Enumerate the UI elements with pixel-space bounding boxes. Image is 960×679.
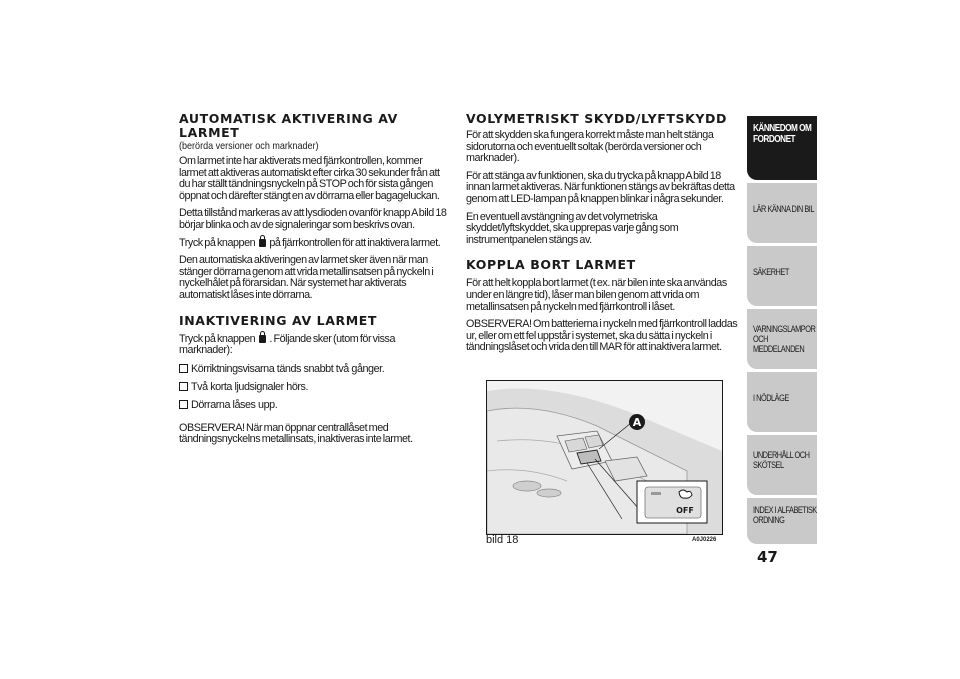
ceiling-console-illustration	[487, 381, 722, 534]
figure-caption: bild 18	[486, 534, 519, 546]
left-column	[179, 112, 449, 452]
heading-deactivation: INAKTIVERING AV LARMET	[179, 312, 378, 328]
checkbox-bullet-icon	[179, 400, 188, 409]
paragraph: Om larmet inte har aktiverats med fjärrkontrollen, kommer larmet att aktiveras automatiskt efter cirka 30 sekunder från att du har ställt tändningsnyckeln på STOP och för sista gången öppnat och därefter stängt en av dörrarna eller bagageluckan.	[179, 155, 440, 202]
heading-volumetric: VOLYMETRISKT SKYDD/LYFTSKYDD	[466, 111, 727, 126]
paragraph: För att skydden ska fungera korrekt måste man helt stänga sidorutorna och eventuellt soltak (berörda versioner och marknader).	[466, 129, 714, 165]
sidebar-tab-index[interactable]: INDEX I ALFABETISK ORDNING	[747, 498, 817, 544]
sidebar-tab-lar-kanna[interactable]: LÄR KÄNNA DIN BIL	[747, 183, 817, 243]
list-item: Två korta ljudsignaler hörs.	[179, 381, 449, 393]
middle-column	[466, 112, 738, 360]
lock-icon	[259, 239, 266, 247]
checkbox-bullet-icon	[179, 382, 188, 391]
figure-ceiling-console	[486, 380, 723, 535]
lock-icon	[259, 335, 266, 343]
paragraph-note: OBSERVERA! När man öppnar centrallåset med tändningsnyckelns metallinsats, inaktiveras inte larmet.	[179, 421, 413, 446]
paragraph: En eventuell avstängning av det volymetriska skyddet/lyftskyddet, ska upprepas varje gång som instrumentpanelen stängs av.	[466, 210, 679, 246]
paragraph-note: OBSERVERA! Om batterierna i nyckeln med fjärrkontroll laddas ur, eller om ett fel uppstår i systemet, ska du sätta i nyckeln i tändningslåset och vrida den till MAR för att inaktivera larmet.	[466, 318, 738, 354]
off-label: OFF	[676, 506, 694, 515]
sidebar-tab-sakerhet[interactable]: SÄKERHET	[747, 246, 817, 306]
sidebar-tab-varningslampor[interactable]: VARNINGSLAMPOR OCH MEDDELANDEN	[747, 309, 817, 369]
paragraph-with-icon: Tryck på knappen på fjärrkontrollen för att inaktivera larmet.	[179, 236, 441, 249]
page-number: 47	[757, 548, 778, 566]
checkbox-bullet-icon	[179, 364, 188, 373]
list-item: Körriktningsvisarna tänds snabbt två gånger.	[179, 363, 449, 375]
sidebar-tab-underhall[interactable]: UNDERHÅLL OCH SKÖTSEL	[747, 435, 817, 495]
sidebar-tab-kannedom[interactable]: KÄNNEDOM OM FORDONET	[747, 116, 817, 180]
figure-code: A0J0226	[692, 537, 717, 543]
heading-automatic-activation: AUTOMATISK AKTIVERING AV LARMET	[179, 111, 398, 140]
paragraph: För att stänga av funktionen, ska du trycka på knapp A bild 18 innan larmet aktiveras. När funktionen stängs av bekräftas detta genom att LED-lampan på knappen blinkar i några sekunder.	[466, 169, 735, 205]
list-item: Dörrarna låses upp.	[179, 399, 449, 411]
paragraph: Detta tillstånd markeras av att lysdioden ovanför knapp A bild 18 börjar blinka och av de signaleringar som beskrivs ovan.	[179, 207, 447, 231]
paragraph: Den automatiska aktiveringen av larmet sker även när man stänger dörrarna genom att vrida metallinsatsen på nyckeln i nyckelhålet på förarsidan. När systemet har aktiverats automatiskt låses inte dörrarna.	[179, 254, 434, 301]
paragraph: För att helt koppla bort larmet (t ex. när bilen inte ska användas under en längre tid), låser man bilen genom att vrida om metallinsatsen på nyckeln med fjärrkontroll i låset.	[466, 277, 727, 313]
heading-disconnect-alarm: KOPPLA BORT LARMET	[466, 257, 636, 273]
heading-subnote: (berörda versioner och marknader)	[179, 140, 319, 152]
label-a: A	[632, 416, 642, 429]
paragraph-with-icon: Tryck på knappen . Följande sker (utom för vissa marknader):	[179, 332, 396, 357]
sidebar-tab-i-nodlage[interactable]: I NÖDLÄGE	[747, 372, 817, 432]
